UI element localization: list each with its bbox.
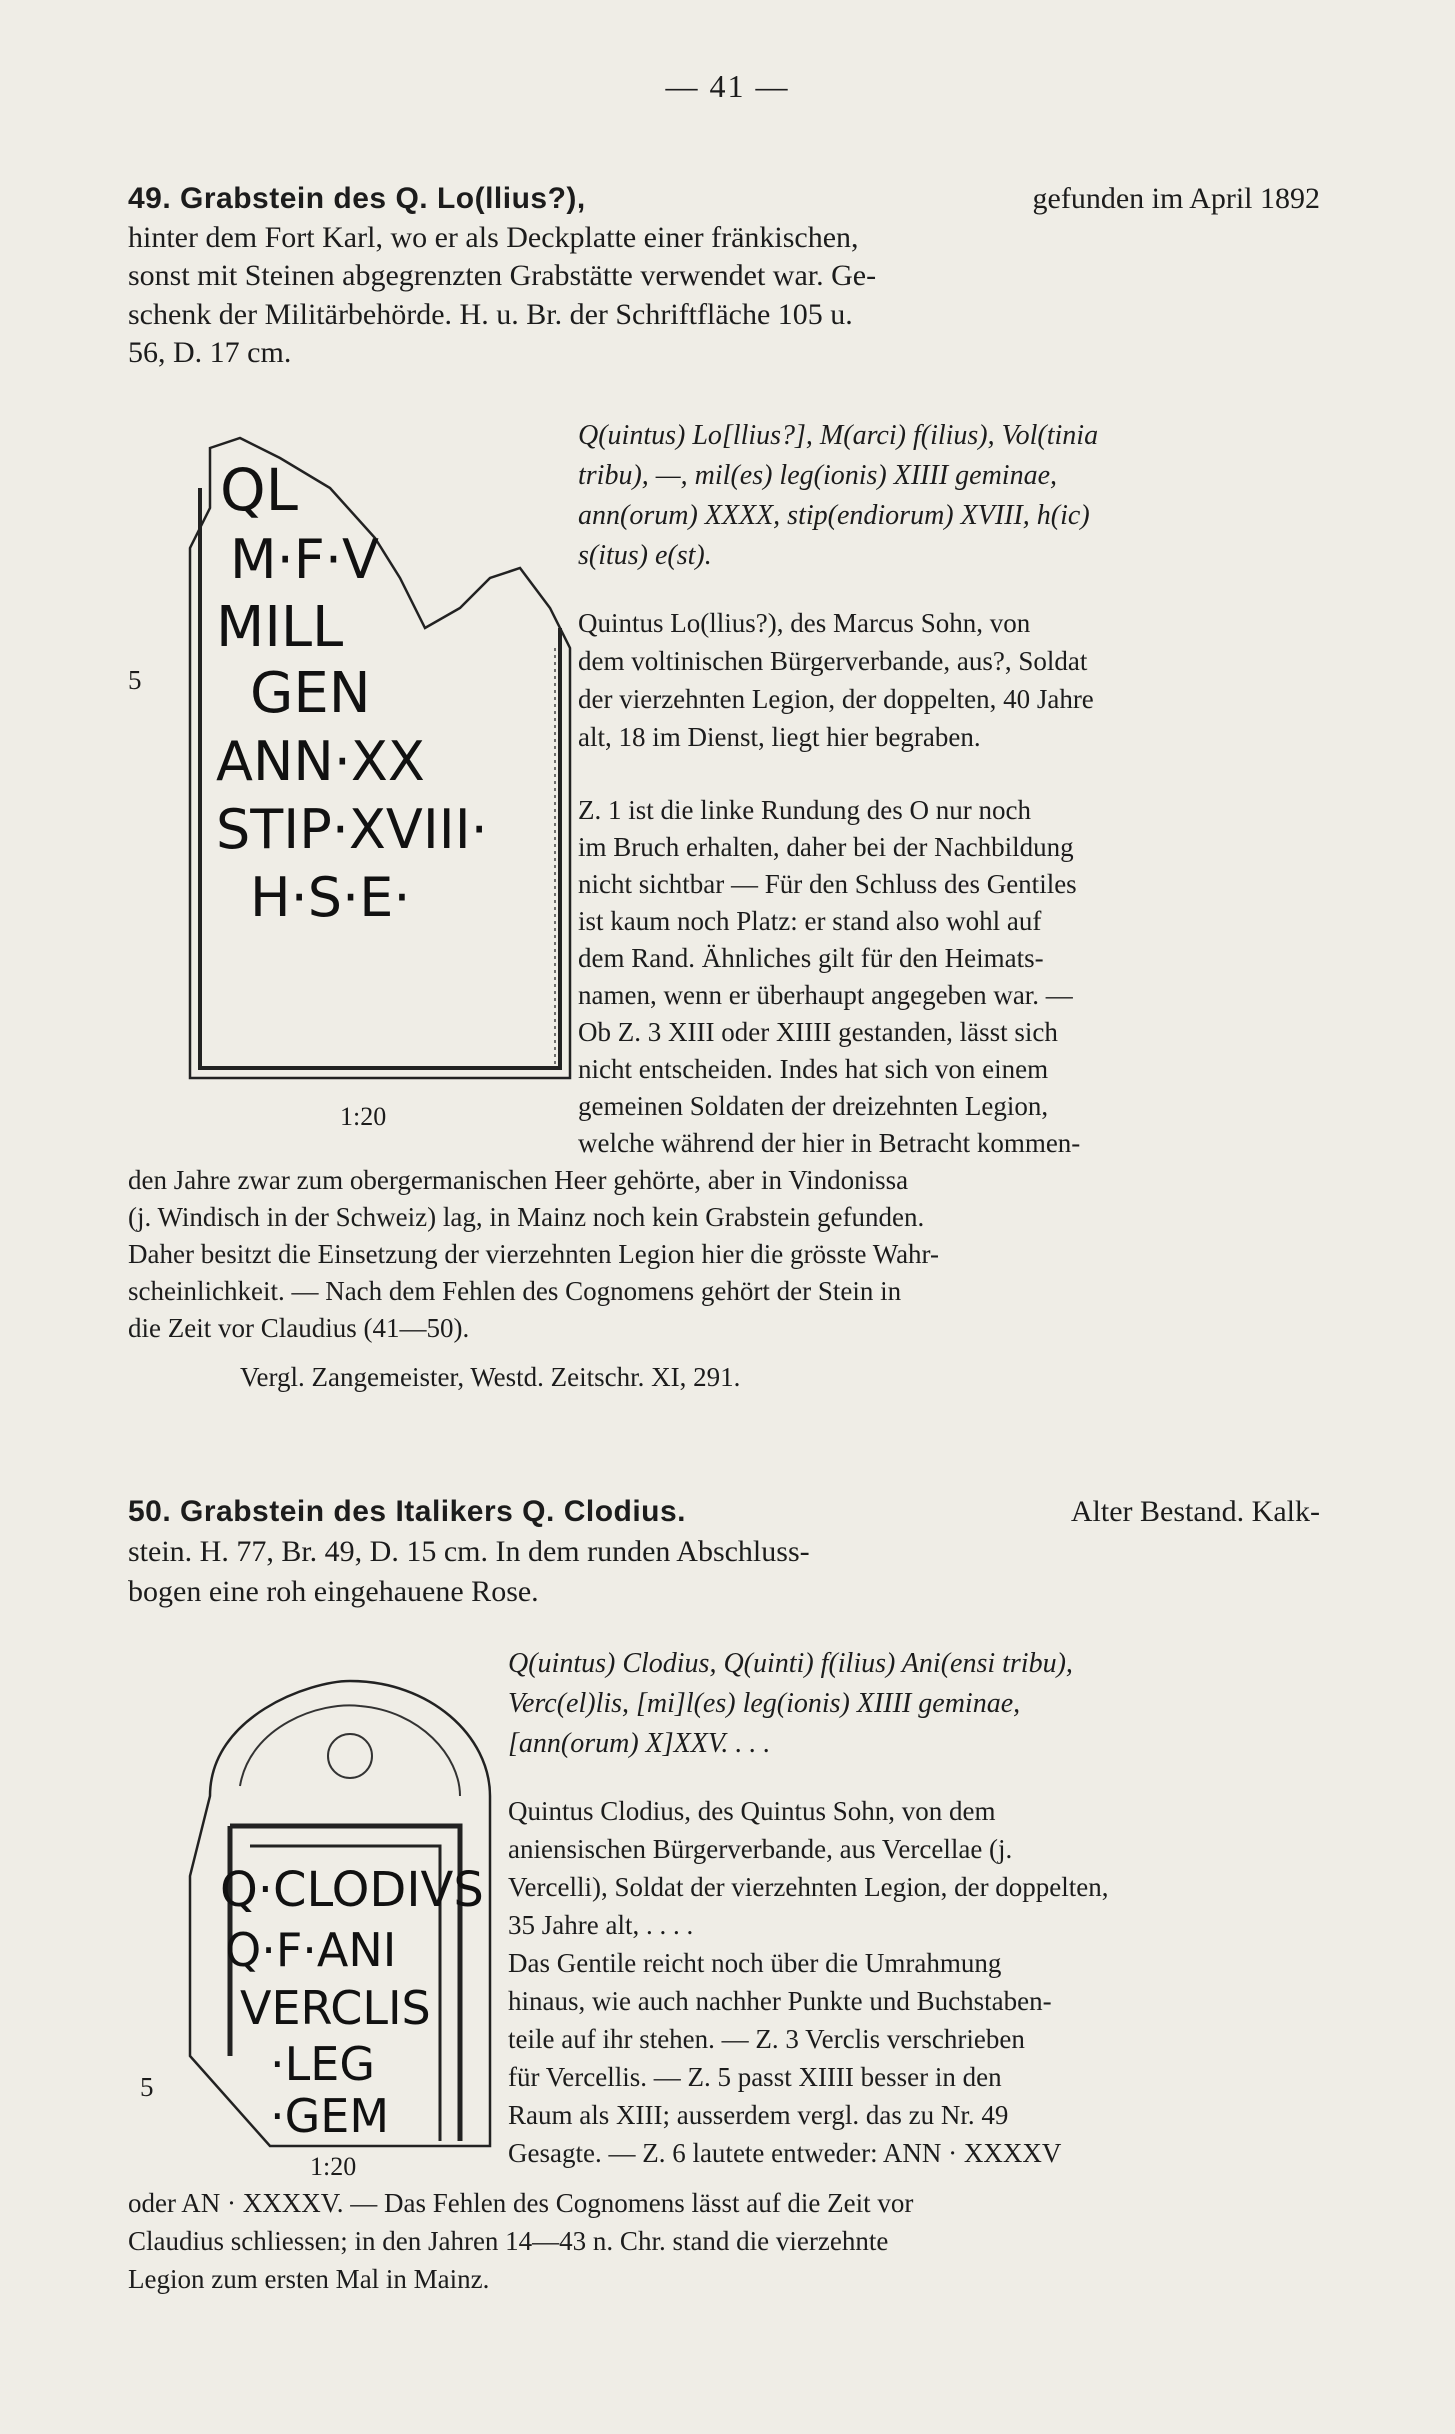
commentary-line: scheinlichkeit. — Nach dem Fehlen des Cognomens gehört der Stein in <box>128 1276 902 1306</box>
commentary-line: die Zeit vor Claudius (41—50). <box>128 1313 470 1343</box>
entry-50-intro <box>128 1492 1320 1612</box>
entry-49-translation <box>578 604 1323 756</box>
commentary-line: dem Rand. Ähnliches gilt für den Heimats- <box>578 943 1044 973</box>
entry-49-intro-rest: gefunden im April 1892 <box>1032 182 1320 215</box>
line-marker-50: 5 <box>140 2072 154 2102</box>
entry-50-translation <box>508 1792 1323 1944</box>
entry-49-reference: Vergl. Zangemeister, Westd. Zeitschr. XI, 291. <box>240 1362 741 1392</box>
entry-49-intro-line: 56, D. 17 cm. <box>128 336 292 369</box>
entry-49-intro <box>128 180 1320 373</box>
inscription-50-line-5: ·GEM <box>270 2089 390 2143</box>
commentary-line: für Vercellis. — Z. 5 passt XIIII besser in den <box>508 2062 1002 2092</box>
inscription-50-line-4: ·LEG <box>270 2037 375 2091</box>
commentary-line: Das Gentile reicht noch über die Umrahmung <box>508 1948 1002 1978</box>
translation-line: Quintus Lo(llius?), des Marcus Sohn, von <box>578 608 1031 638</box>
scale-50: 1:20 <box>310 2152 357 2181</box>
commentary-line: Z. 1 ist die linke Rundung des O nur noch <box>578 795 1031 825</box>
commentary-line: ist kaum noch Platz: er stand also wohl auf <box>578 906 1042 936</box>
gravestone-50-drawing <box>170 1676 510 2156</box>
entry-50-intro-rest: Alter Bestand. Kalk- <box>1070 1495 1320 1528</box>
commentary-line: Claudius schliessen; in den Jahren 14—43 n. Chr. stand die vierzehnte <box>128 2226 889 2256</box>
translation-line: 35 Jahre alt, . . . . <box>508 1910 694 1940</box>
commentary-line: Legion zum ersten Mal in Mainz. <box>128 2264 490 2294</box>
entry-50-reading <box>508 1644 1323 1764</box>
entry-49-commentary <box>578 792 1323 1162</box>
entry-50-intro-line: stein. H. 77, Br. 49, D. 15 cm. In dem runden Abschluss- <box>128 1535 810 1568</box>
entry-50-commentary <box>508 1944 1323 2172</box>
commentary-line: Gesagte. — Z. 6 lautete entweder: ANN · XXXXV <box>508 2138 1062 2168</box>
entry-49-intro-line: hinter dem Fort Karl, wo er als Deckplatte einer fränkischen, <box>128 220 859 254</box>
inscription-49-line-7: H·S·E· <box>250 866 411 929</box>
commentary-line: Ob Z. 3 XIII oder XIIII gestanden, lässt sich <box>578 1017 1058 1047</box>
gravestone-49-drawing <box>170 428 585 1103</box>
translation-line: dem voltinischen Bürgerverbande, aus?, Soldat <box>578 646 1088 676</box>
inscription-50-line-1: Q·CLODIVS <box>220 1862 484 1918</box>
reading-line: Q(uintus) Lo[llius?], M(arci) f(ilius), Vol(tinia <box>578 420 1099 451</box>
translation-line: alt, 18 im Dienst, liegt hier begraben. <box>578 722 981 752</box>
entry-49-intro-line: schenk der Militärbehörde. H. u. Br. der Schriftfläche 105 u. <box>128 297 853 331</box>
entry-49-commentary-full <box>128 1162 1323 1347</box>
entry-49-heading: 49. Grabstein des Q. Lo(llius?), <box>128 182 586 215</box>
entry-49-intro-line: sonst mit Steinen abgegrenzten Grabstätte verwendet war. Ge- <box>128 259 877 292</box>
entry-50-intro-line: bogen eine roh eingehauene Rose. <box>128 1575 539 1608</box>
commentary-line: nicht sichtbar — Für den Schluss des Gentiles <box>578 869 1077 899</box>
commentary-line: gemeinen Soldaten der dreizehnten Legion, <box>578 1091 1049 1121</box>
scale-49: 1:20 <box>340 1102 387 1131</box>
page-number: — 41 — <box>665 68 790 104</box>
reading-line: s(itus) e(st). <box>578 540 712 571</box>
translation-line: Quintus Clodius, des Quintus Sohn, von dem <box>508 1796 996 1826</box>
commentary-line: Daher besitzt die Einsetzung der vierzehnten Legion hier die grösste Wahr- <box>128 1239 939 1269</box>
inscription-49-line-4: GEN <box>250 661 371 726</box>
commentary-line: nicht entscheiden. Indes hat sich von einem <box>578 1054 1049 1084</box>
reading-line: tribu), —, mil(es) leg(ionis) XIIII geminae, <box>578 460 1057 491</box>
entry-50-commentary-full <box>128 2184 1323 2298</box>
commentary-line: Raum als XIII; ausserdem vergl. das zu Nr. 49 <box>508 2100 1009 2130</box>
commentary-line: welche während der hier in Betracht kommen- <box>578 1128 1081 1158</box>
inscription-49-line-5: ANN·XX <box>216 730 425 793</box>
reading-line: ann(orum) XXXX, stip(endiorum) XVIII, h(ic) <box>578 500 1090 531</box>
translation-line: aniensischen Bürgerverbande, aus Vercellae (j. <box>508 1834 1013 1864</box>
entry-50-heading: 50. Grabstein des Italikers Q. Clodius. <box>128 1495 687 1528</box>
commentary-line: hinaus, wie auch nachher Punkte und Buchstaben- <box>508 1986 1052 2016</box>
commentary-line: (j. Windisch in der Schweiz) lag, in Mainz noch kein Grabstein gefunden. <box>128 1202 925 1232</box>
commentary-line: im Bruch erhalten, daher bei der Nachbildung <box>578 832 1074 862</box>
inscription-50-line-3: VERCLIS <box>240 1981 431 2035</box>
inscription-49-line-6: STIP·XVIII· <box>216 798 488 861</box>
commentary-line: den Jahre zwar zum obergermanischen Heer gehörte, aber in Vindonissa <box>128 1165 909 1195</box>
inscription-50-line-2: Q·F·ANI <box>225 1923 397 1977</box>
inscription-49-line-2: M·F·V <box>230 528 379 591</box>
translation-line: Vercelli), Soldat der vierzehnten Legion, der doppelten, <box>508 1872 1109 1902</box>
line-marker-49: 5 <box>128 665 142 695</box>
inscription-49-line-3: MILL <box>216 595 344 660</box>
reading-line: [ann(orum) X]XXV. . . . <box>508 1728 771 1759</box>
commentary-line: oder AN · XXXXV. — Das Fehlen des Cognomens lässt auf die Zeit vor <box>128 2188 914 2218</box>
reading-line: Verc(el)lis, [mi]l(es) leg(ionis) XIIII geminae, <box>508 1688 1021 1719</box>
inscription-49-line-1: QL <box>220 456 298 524</box>
reading-line: Q(uintus) Clodius, Q(uinti) f(ilius) Ani(ensi tribu), <box>508 1648 1073 1679</box>
entry-49-reading <box>578 416 1323 576</box>
commentary-line: namen, wenn er überhaupt angegeben war. — <box>578 980 1073 1010</box>
translation-line: der vierzehnten Legion, der doppelten, 40 Jahre <box>578 684 1094 714</box>
commentary-line: teile auf ihr stehen. — Z. 3 Verclis verschrieben <box>508 2024 1025 2054</box>
